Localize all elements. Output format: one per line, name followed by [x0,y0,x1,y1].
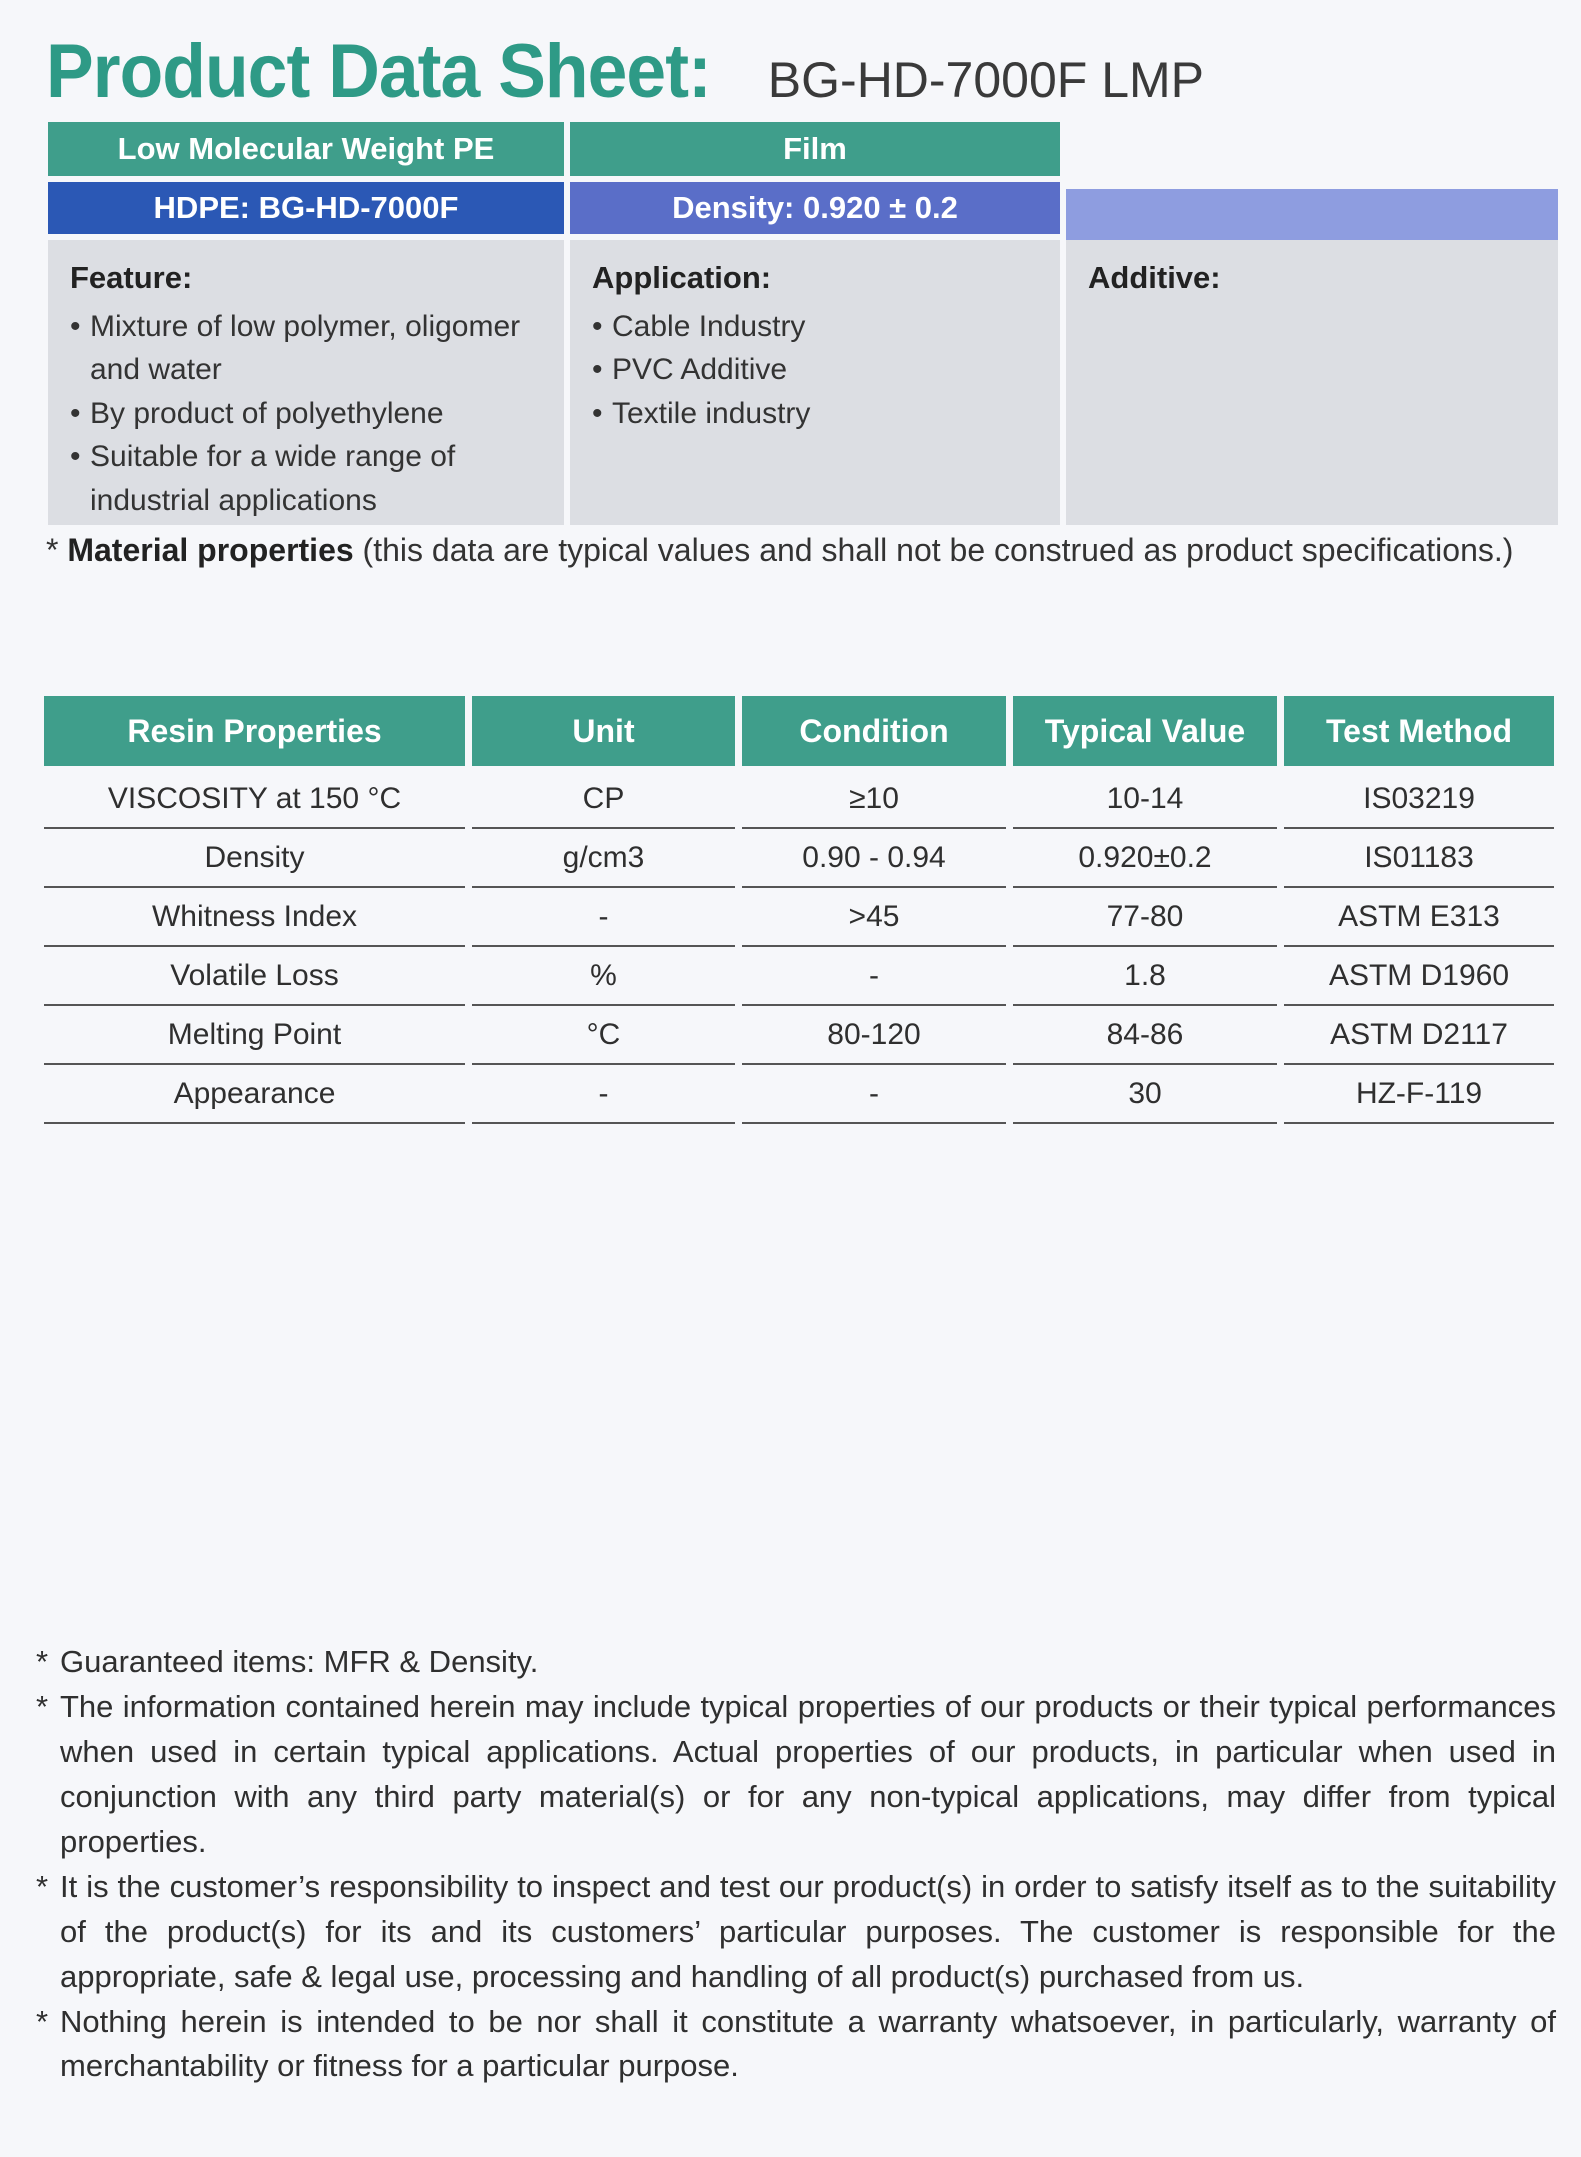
header-condition: Condition [742,696,1006,766]
header-test-method: Test Method [1284,696,1554,766]
footnote: * Guaranteed items: MFR & Density. [36,1644,539,1679]
cell-unit: CP [472,770,735,829]
feature-item: • Mixture of low polymer, oligomer and water [70,305,542,392]
table-row [44,947,1554,1006]
cell-property: Melting Point [44,1006,465,1065]
feature-item: • By product of polyethylene [70,392,542,436]
cell-test-method: ASTM D2117 [1284,1006,1554,1065]
cell-condition: - [742,947,1006,1006]
additive-heading: Additive: [1088,260,1221,295]
table-row [44,829,1554,888]
material-prefix: * [46,532,68,568]
application-item: • PVC Additive [592,348,1038,392]
feature-item: • Suitable for a wide range of industrial applications [70,435,542,522]
application-heading: Application: [592,260,772,295]
header-typical-value: Typical Value [1013,696,1277,766]
band-density: Density: 0.920 ± 0.2 [570,182,1060,234]
table-row [44,770,1554,829]
footnote-text: It is the customer’s responsibility to inspect and test our product(s) in order to satisfy itself as to the suitability of the product(s) for its and its customers’ particular purposes. The customer is responsible for the appropriate, safe & legal use, processing and handling of all product(s) purchased from us. [60,1868,1556,1994]
footnotes [36,1640,1556,2089]
band-film: Film [570,122,1060,176]
cell-test-method: ASTM D1960 [1284,947,1554,1006]
footnote: * The information contained herein may include typical properties of our products or their typical performances when used in certain typical applications. Actual properties of our products, in particular when used in conjunction with any third party material(s) or for any non-typical applications, may differ from typical properties. [36,1688,1556,1859]
cell-typical-value: 77-80 [1013,888,1277,947]
cell-test-method: IS03219 [1284,770,1554,829]
footnote: * Nothing herein is intended to be nor shall it constitute a warranty whatsoever, in particularly, warranty of merchantability or fitness for a particular purpose. [36,2003,1556,2084]
cell-property: Appearance [44,1065,465,1124]
cell-unit: % [472,947,735,1006]
cell-condition: 80-120 [742,1006,1006,1065]
cell-test-method: IS01183 [1284,829,1554,888]
band-category: Low Molecular Weight PE [48,122,564,176]
application-item: • Cable Industry [592,305,1038,349]
material-bold: Material properties [67,532,354,568]
band-blank [1066,189,1558,241]
cell-unit: - [472,888,735,947]
cell-unit: °C [472,1006,735,1065]
cell-property: Volatile Loss [44,947,465,1006]
feature-box [48,240,564,525]
cell-typical-value: 84-86 [1013,1006,1277,1065]
cell-typical-value: 1.8 [1013,947,1277,1006]
material-properties-note [46,532,1513,569]
header-resin-properties: Resin Properties [44,696,465,766]
cell-condition: >45 [742,888,1006,947]
table-row [44,1065,1554,1124]
application-item: • Textile industry [592,392,1038,436]
footnote-text: Guaranteed items: MFR & Density. [60,1644,539,1679]
cell-test-method: ASTM E313 [1284,888,1554,947]
footnote: * It is the customer’s responsibility to inspect and test our product(s) in order to satisfy itself as to the suitability of the product(s) for its and its customers’ particular purposes. The customer is responsible for the appropriate, safe & legal use, processing and handling of all product(s) purchased from us. [36,1868,1556,1994]
page-title [46,28,1204,115]
cell-condition: ≥10 [742,770,1006,829]
cell-typical-value: 10-14 [1013,770,1277,829]
cell-typical-value: 30 [1013,1065,1277,1124]
cell-property: Whitness Index [44,888,465,947]
footnote-text: Nothing herein is intended to be nor shall it constitute a warranty whatsoever, in particularly, warranty of merchantability or fitness for a particular purpose. [60,2003,1556,2084]
table-row [44,888,1554,947]
cell-property: Density [44,829,465,888]
cell-unit: - [472,1065,735,1124]
band-grade: HDPE: BG-HD-7000F [48,182,564,234]
feature-heading: Feature: [70,260,193,295]
application-box [570,240,1060,525]
table-row [44,1006,1554,1065]
cell-unit: g/cm3 [472,829,735,888]
header-unit: Unit [472,696,735,766]
cell-test-method: HZ-F-119 [1284,1065,1554,1124]
cell-condition: - [742,1065,1006,1124]
material-rest: (this data are typical values and shall not be construed as product specifications.) [353,532,1514,568]
title-main: Product Data Sheet: [46,29,711,114]
additive-box [1066,240,1558,525]
cell-typical-value: 0.920±0.2 [1013,829,1277,888]
footnote-text: The information contained herein may include typical properties of our products or their typical performances when used in certain typical applications. Actual properties of our products, in particular when used in conjunction with any third party material(s) or for any non-typical applications, may differ from typical properties. [60,1688,1556,1859]
title-product: BG-HD-7000F LMP [767,52,1205,108]
cell-property: VISCOSITY at 150 °C [44,770,465,829]
cell-condition: 0.90 - 0.94 [742,829,1006,888]
